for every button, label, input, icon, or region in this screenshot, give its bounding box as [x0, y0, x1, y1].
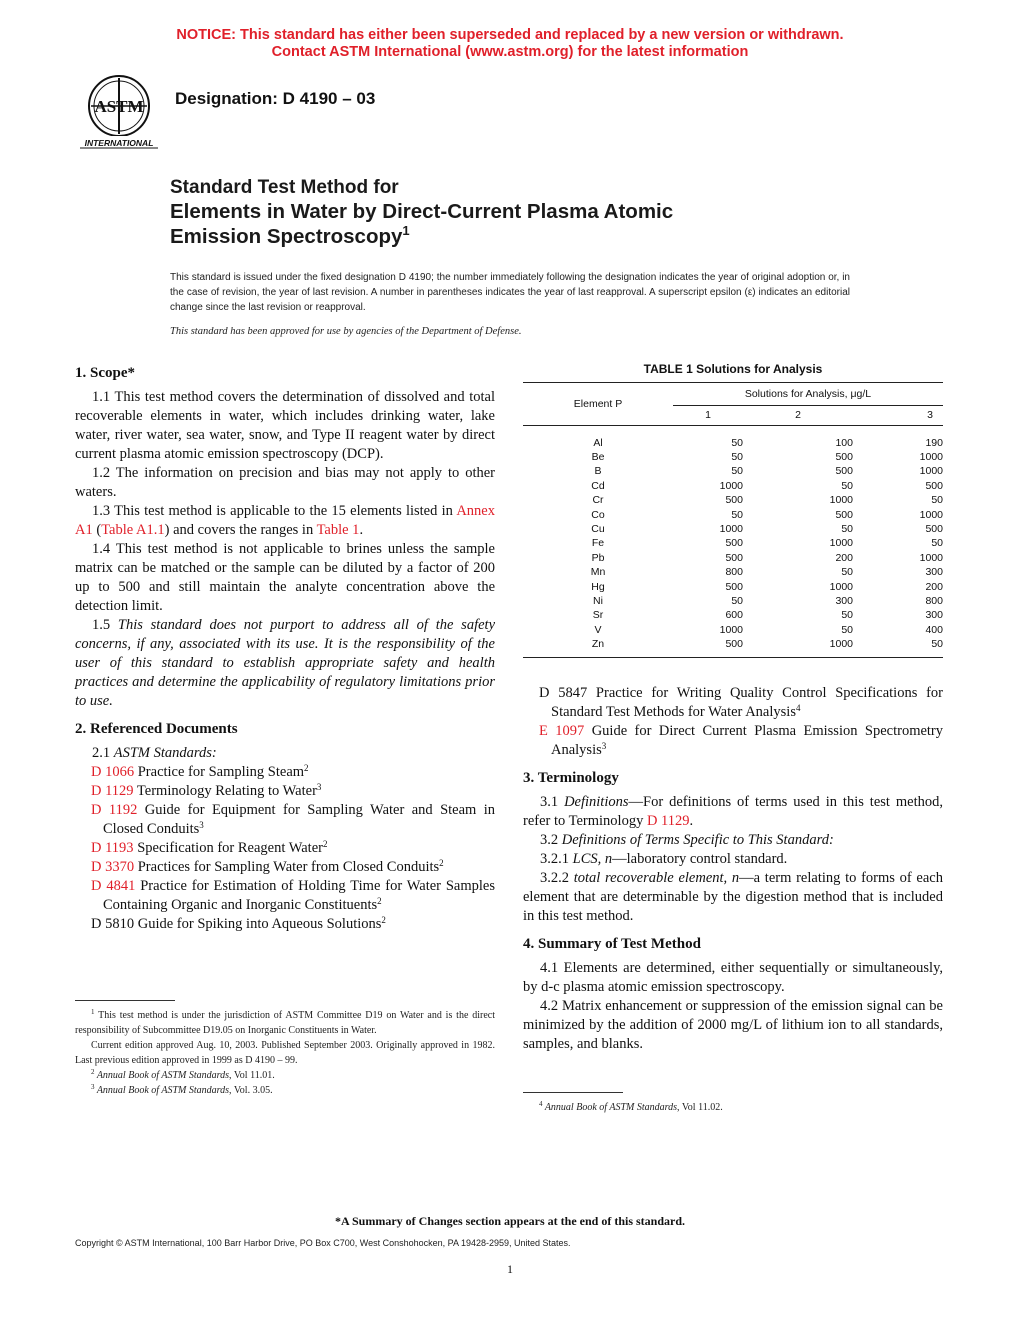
value-cell: 500 — [925, 522, 943, 535]
link-annex-a1[interactable]: Annex A1 — [75, 503, 495, 538]
summary-4-1: 4.1 Elements are determined, either sequentially or simultaneously, by d-c plasma atomic emission spectroscopy. — [523, 960, 943, 995]
section-referenced-heading: 2. Referenced Documents — [75, 721, 238, 737]
value-cell: 50 — [841, 522, 853, 535]
col-header-element: Element P — [573, 397, 623, 410]
value-cell: 1000 — [919, 450, 943, 463]
value-cell: 500 — [725, 537, 743, 550]
value-cell: 1000 — [719, 623, 743, 636]
scope-1-2: 1.2 The information on precision and bias may not apply to other waters. — [75, 465, 495, 500]
link-d1066[interactable]: D 1066 — [91, 764, 135, 780]
table-row — [523, 450, 943, 464]
page-number: 1 — [507, 1262, 513, 1276]
table-1 — [523, 362, 943, 658]
value-cell: 1000 — [829, 494, 853, 507]
value-cell: 1000 — [829, 580, 853, 593]
value-cell: 500 — [835, 465, 853, 478]
link-d1129[interactable]: D 1129 — [91, 783, 134, 799]
footnotes-left — [75, 1008, 495, 1098]
ref-item-e1097: E 1097 Guide for Direct Current Plasma Emission Spectrometry Analysis$^3$ — [539, 723, 944, 758]
link-d1129-term[interactable]: D 1129 — [646, 813, 690, 829]
term-3-1: 3.1 Definitions—For definitions of terms used in this test method, refer to Terminology D 1129. — [523, 794, 943, 829]
table-row — [523, 594, 943, 608]
value-cell: 50 — [731, 465, 743, 478]
table-row — [523, 522, 943, 536]
value-cell: 300 — [925, 566, 943, 579]
copyright: Copyright © ASTM International, 100 Barr Harbor Drive, PO Box C700, West Conshohocken, PA 19428-2959, United States. — [75, 1238, 571, 1248]
value-cell: 190 — [925, 436, 943, 449]
value-cell: 500 — [725, 638, 743, 651]
value-cell: 50 — [931, 638, 943, 651]
value-cell: 1000 — [919, 551, 943, 564]
table-row — [523, 580, 943, 594]
link-d4841[interactable]: D 4841 — [91, 878, 136, 894]
section-terminology-heading: 3. Terminology — [523, 770, 619, 786]
scope-1-5: 1.5 This standard does not purport to address all of the safety concerns, if any, associated with its use. It is the responsibility of the user of this standard to establish appropriate safety and health practices and determine the applicability of regulatory limitations prior to use. — [75, 617, 496, 709]
link-table-1[interactable]: Table 1 — [316, 522, 360, 538]
ref-item: D 1193 Specification for Reagent Water$^2$ — [91, 839, 328, 856]
table-row — [523, 493, 943, 507]
section-summary-heading: 4. Summary of Test Method — [523, 936, 701, 952]
table-row — [523, 565, 943, 579]
element-cell: Cu — [591, 522, 605, 535]
value-cell: 1000 — [719, 479, 743, 492]
value-cell: 100 — [835, 436, 853, 449]
ref-item: D 3370 Practices for Sampling Water from Closed Conduits$^2$ — [91, 858, 444, 875]
footnotes-right — [523, 1100, 943, 1115]
approval-note: This standard has been approved for use by agencies of the Department of Defense. — [170, 326, 522, 337]
col-header: 3 — [927, 409, 933, 421]
value-cell: 1000 — [719, 522, 743, 535]
table-row — [523, 479, 943, 493]
intro-paragraph: This standard is issued under the fixed designation D 4190; the number immediately following the designation indicates the year of original adoption or, in the case of revision, the year of last revision. A number in parentheses indicates the year of last reapproval. A superscript epsilon (ε) indicates an editorial change since the last revision or reapproval. — [170, 272, 850, 313]
ref-item: D 5810 Guide for Spiking into Aqueous Solutions$^2$ — [91, 915, 386, 932]
title-line-2: Elements in Water by Direct-Current Plasma Atomic — [170, 200, 674, 223]
link-table-a1-1[interactable]: Table A1.1 — [101, 522, 165, 538]
value-cell: 50 — [841, 623, 853, 636]
value-cell: 50 — [841, 479, 853, 492]
value-cell: 1000 — [829, 537, 853, 550]
scope-1-1: 1.1 This test method covers the determination of dissolved and total recoverable elements in water, which includes drinking water, lake water, river water, sea water, snow, and Type II reagent water by direct current plasma atomic emission spectroscopy (DCP). — [75, 389, 495, 462]
notice-line-1: NOTICE: This standard has either been superseded and replaced by a new version or withdrawn. — [176, 27, 844, 43]
referenced-2-1: 2.1 ASTM Standards: — [92, 745, 217, 761]
title-line-3: Emission Spectroscopy$^1$ — [170, 223, 410, 248]
element-cell: B — [594, 465, 602, 478]
solutions-table — [523, 382, 943, 658]
element-cell: Al — [593, 436, 603, 449]
title-footnote-mark: 1 — [402, 223, 410, 238]
value-cell: 500 — [725, 494, 743, 507]
value-cell: 800 — [925, 594, 943, 607]
value-cell: 50 — [841, 609, 853, 622]
value-cell: 50 — [731, 450, 743, 463]
footnote-2: $^2$ Annual Book of ASTM Standards, Vol 11.01. — [91, 1068, 275, 1081]
scope-1-3: 1.3 This test method is applicable to the 15 elements listed in Annex A1 (Table A1.1) and covers the ranges in Table 1. — [75, 503, 495, 538]
term-3-2-1: 3.2.1 LCS, n—laboratory control standard. — [540, 851, 788, 867]
left-column — [75, 364, 495, 934]
value-cell: 50 — [731, 508, 743, 521]
notice-line-2: Contact ASTM International (www.astm.org) for the latest information — [271, 44, 749, 60]
table-row — [523, 623, 943, 637]
scope-1-4: 1.4 This test method is not applicable to brines unless the sample matrix can be matched or the sample can be diluted by a factor of 200 up to 500 and still maintain the analyte concentration above the detection limit. — [75, 541, 495, 614]
section-scope-heading: 1. Scope* — [75, 365, 135, 381]
term-3-2: 3.2 Definitions of Terms Specific to This Standard: — [540, 832, 834, 848]
ref-item-d5847: D 5847 Practice for Writing Quality Control Specifications for Standard Test Methods for Water Analysis$^4$ — [539, 685, 943, 720]
value-cell: 500 — [725, 580, 743, 593]
value-cell: 500 — [835, 450, 853, 463]
ref-item: D 1129 Terminology Relating to Water$^3$ — [91, 782, 322, 799]
value-cell: 200 — [835, 551, 853, 564]
footnote-rule-left — [75, 1000, 175, 1001]
ref-item: D 1192 Guide for Equipment for Sampling Water and Steam in Closed Conduits$^3$ — [91, 802, 495, 837]
element-cell: Fe — [591, 537, 605, 550]
element-cell: Pb — [591, 551, 605, 564]
value-cell: 50 — [931, 494, 943, 507]
value-cell: 200 — [925, 580, 943, 593]
table-row — [523, 551, 943, 565]
value-cell: 800 — [725, 566, 743, 579]
value-cell: 50 — [841, 566, 853, 579]
table-row — [523, 464, 943, 478]
table-row — [523, 536, 943, 550]
link-d3370[interactable]: D 3370 — [91, 859, 135, 875]
value-cell: 50 — [731, 594, 743, 607]
document-title — [170, 176, 673, 249]
table-row — [523, 508, 943, 522]
designation: Designation: D 4190 – 03 — [175, 89, 376, 108]
element-cell: Sr — [592, 609, 604, 622]
value-cell: 1000 — [919, 508, 943, 521]
element-cell: Hg — [591, 580, 605, 593]
link-d1192[interactable]: D 1192 — [91, 802, 138, 818]
table-title: TABLE 1 Solutions for Analysis — [643, 362, 823, 376]
summary-of-changes-note: *A Summary of Changes section appears at the end of this standard. — [334, 1214, 686, 1228]
col-header: 2 — [795, 409, 801, 421]
col-header-group: Solutions for Analysis, μg/L — [673, 383, 943, 405]
astm-logo — [78, 72, 160, 150]
element-cell: Be — [591, 450, 605, 463]
element-cell: V — [594, 623, 602, 636]
footnote-4: $^4$ Annual Book of ASTM Standards, Vol 11.02. — [539, 1100, 723, 1113]
value-cell: 600 — [725, 609, 743, 622]
ref-item: D 1066 Practice for Sampling Steam$^2$ — [91, 763, 309, 780]
title-line-1: Standard Test Method for — [170, 177, 399, 198]
value-cell: 400 — [925, 623, 943, 636]
logo-subtext: INTERNATIONAL — [84, 138, 154, 148]
link-e1097[interactable]: E 1097 — [539, 723, 585, 739]
value-cell: 500 — [925, 479, 943, 492]
value-cell: 500 — [835, 508, 853, 521]
summary-4-2: 4.2 Matrix enhancement or suppression of the emission signal can be minimized by the addition of 2000 mg/L of lithium ion to all standards, samples, and blanks. — [523, 998, 943, 1052]
value-cell: 500 — [725, 551, 743, 564]
right-column — [523, 684, 943, 1054]
footnote-rule-right — [523, 1092, 623, 1093]
withdrawal-notice — [0, 27, 1020, 61]
footnote-1: $^1$ This test method is under the jurisdiction of ASTM Committee D19 on Water and is the direct responsibility of Subcommittee D19.05 on Inorganic Constituents in Water. — [75, 1008, 495, 1036]
table-row — [523, 608, 943, 622]
element-cell: Co — [591, 508, 605, 521]
logo-letters: ASTM — [94, 97, 144, 116]
value-cell: 300 — [925, 609, 943, 622]
ref-item: D 4841 Practice for Estimation of Holding Time for Water Samples Containing Organic and Inorganic Constituents$^2$ — [91, 878, 495, 913]
value-cell: 1000 — [919, 465, 943, 478]
element-cell: Cr — [592, 494, 604, 507]
link-d1193[interactable]: D 1193 — [91, 840, 134, 856]
footnote-1-edition: Current edition approved Aug. 10, 2003. Published September 2003. Originally approved in 1982. Last previous edition approved in 1999 as D 4190 – 99. — [75, 1040, 495, 1066]
col-header: 1 — [705, 409, 711, 421]
value-cell: 50 — [931, 537, 943, 550]
table-row — [523, 637, 943, 651]
value-cell: 50 — [731, 436, 743, 449]
value-cell: 300 — [835, 594, 853, 607]
footnote-3: $^3$ Annual Book of ASTM Standards, Vol. 3.05. — [91, 1083, 273, 1096]
element-cell: Zn — [591, 638, 605, 651]
term-3-2-2: 3.2.2 total recoverable element, n—a term relating to forms of each element that are determinable by the digestion method that is included in this test method. — [523, 870, 943, 924]
element-cell: Mn — [590, 566, 606, 579]
value-cell: 1000 — [829, 638, 853, 651]
element-cell: Cd — [591, 479, 605, 492]
table-row — [523, 425, 943, 450]
element-cell: Ni — [593, 594, 603, 607]
